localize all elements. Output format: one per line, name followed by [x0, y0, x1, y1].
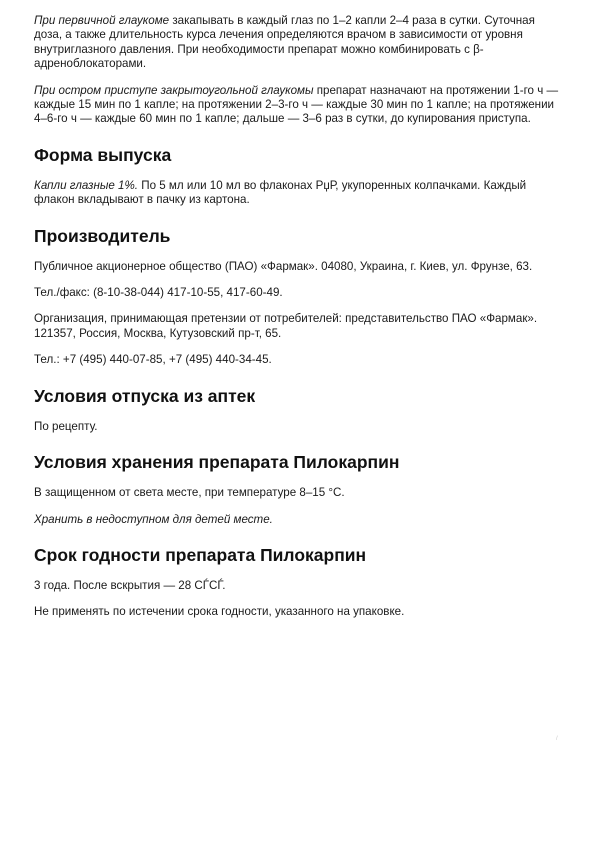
form-paragraph: [34, 179, 564, 208]
dosage-primary-emphasis: При первичной глаукоме: [34, 14, 170, 27]
page-mark: /: [556, 736, 558, 742]
dispensing-heading: Условия отпуска из аптек: [34, 385, 256, 406]
dosage-acute-paragraph: [34, 84, 564, 127]
manufacturer-claims-phone: Тел.: +7 (495) 440-07-85, +7 (495) 440-34-45.: [34, 353, 272, 367]
form-heading: Форма выпуска: [34, 144, 172, 165]
document-page: [34, 14, 564, 632]
storage-heading: Условия хранения препарата Пилокарпин: [34, 452, 400, 473]
shelf-life-expiry-warning: Не применять по истечении срока годности, указанного на упаковке.: [34, 605, 405, 619]
storage-children-warning: [34, 513, 564, 527]
shelf-life-heading: Срок годности препарата Пилокарпин: [34, 544, 367, 565]
form-text: По 5 мл или 10 мл во флаконах РџР, укупоренных колпачками. Каждый флакон вкладывают в пачку из картона.: [34, 178, 527, 207]
manufacturer-claims-org: Организация, принимающая претензии от потребителей: представительство ПАО «Фармак». 121357, Россия, Москва, Кутузовский пр-т, 65.: [34, 312, 538, 340]
manufacturer-address: Публичное акционерное общество (ПАО) «Фармак». 04080, Украина, г. Киев, ул. Фрунзе, 63.: [34, 259, 533, 273]
dosage-acute-text: препарат назначают на протяжении 1-го ч — каждые 15 мин по 1 капле; на протяжении 2–3-го ч — каждые 30 мин по 1 капле; на протяжении 4–6-го ч — каждые 60 мин по 1 капле; дальше — 3–6 раз в сутки, до купирования приступа.: [34, 83, 559, 126]
shelf-life-duration: 3 года. После вскрытия — 28 СЃСЃ.: [34, 578, 226, 592]
dosage-primary-text: закапывать в каждый глаз по 1–2 капли 2–4 раза в сутки. Суточная доза, а также длительность курса лечения определяются врачом в зависимости от уровня внутриглазного давления. При необходимости препарат можно комбинировать с β-адреноблокаторами.: [34, 14, 535, 71]
dosage-primary-paragraph: [34, 14, 564, 72]
storage-children-emphasis: Хранить в недоступном для детей месте.: [34, 512, 273, 526]
dosage-acute-emphasis: При остром приступе закрытоугольной глаукомы: [34, 83, 314, 97]
dispensing-text: По рецепту.: [34, 419, 98, 433]
storage-conditions: В защищенном от света месте, при температуре 8–15 °C.: [34, 486, 345, 500]
form-emphasis: Капли глазные 1%.: [34, 178, 139, 192]
manufacturer-phone-fax: Тел./факс: (8-10-38-044) 417-10-55, 417-60-49.: [34, 286, 283, 300]
manufacturer-heading: Производитель: [34, 225, 171, 246]
